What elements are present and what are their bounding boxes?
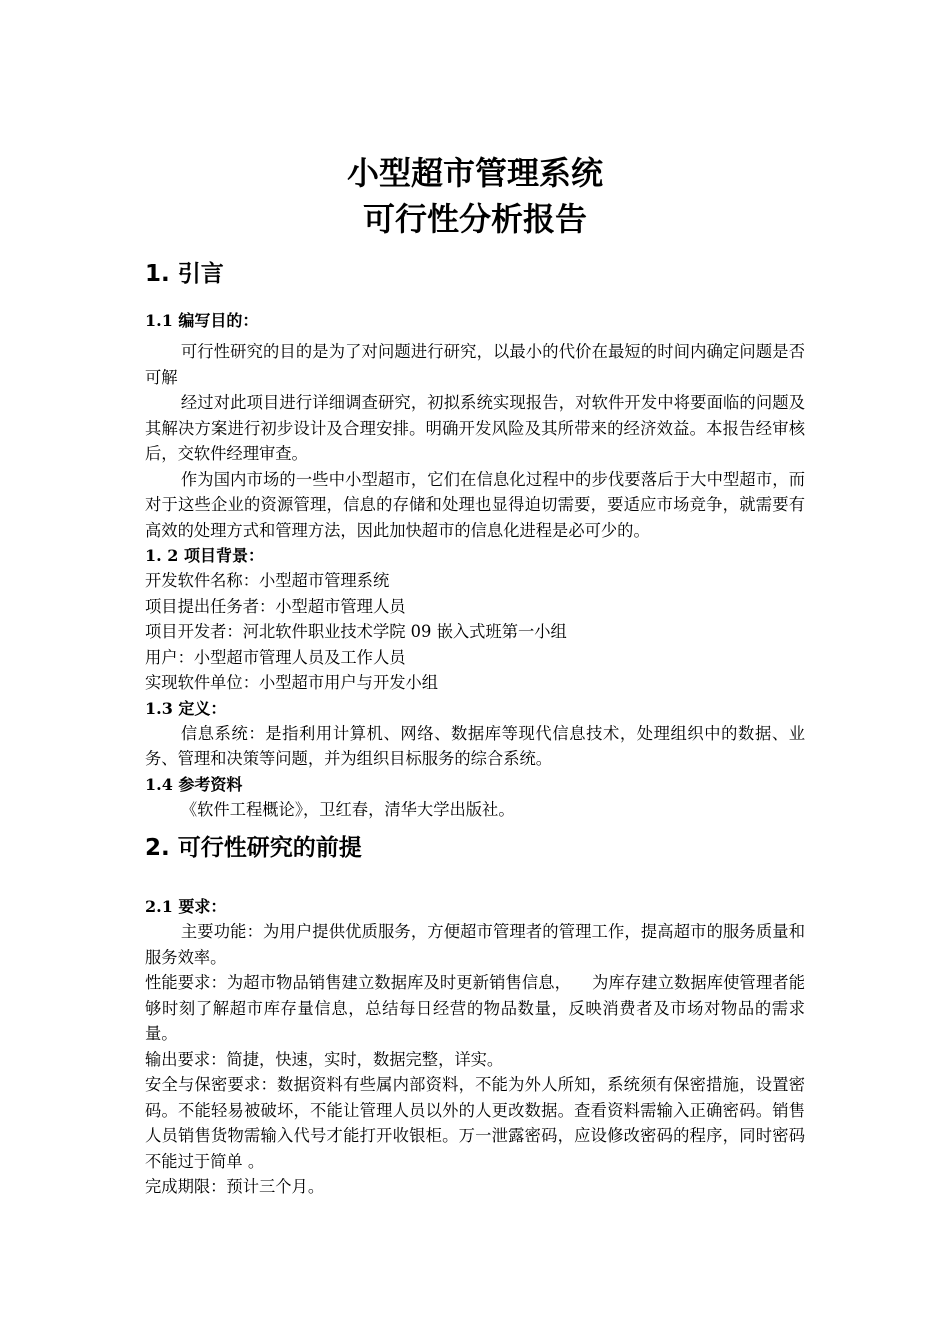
document-title-line1: 小型超市管理系统 (346, 154, 603, 192)
paragraph-purpose-3: 作为国内市场的一些中小型超市，它们在信息化过程中的步伐要落后于大中型超市，而对于这些企业的资源管理，信息的存储和处理也显得迫切需要，要适应市场竞争，就需要有高效的处理方式和管理方法，因此加快超市的信息化进程是必可少的。 (145, 469, 805, 540)
paragraph-security-requirements: 安全与保密要求：数据资料有些属内部资料，不能为外人所知，系统须有保密措施，设置密码。不能轻易被破坏，不能让管理人员以外的人更改数据。查看资料需输入正确密码。销售人员销售货物需输入代号才能打开收银柜。万一泄露密码，应设修改密码的程序，同时密码不能过于简单 。 (145, 1075, 805, 1171)
paragraph-definition: 信息系统：是指利用计算机、网络、数据库等现代信息技术，处理组织中的数据、业务、管理和决策等问题，并为组织目标服务的综合系统。 (145, 723, 805, 768)
paragraph-main-functions: 主要功能：为用户提供优质服务，方便超市管理者的管理工作，提高超市的服务质量和服务效率。 (145, 922, 805, 967)
background-line-software-name: 开发软件名称：小型超市管理系统 (145, 571, 390, 590)
paragraph-references: 《软件工程概论》，卫红春，清华大学出版社。 (180, 799, 515, 819)
background-line-users: 用户：小型超市管理人员及工作人员 (145, 647, 406, 667)
document-title-line2: 可行性分析报告 (362, 200, 587, 238)
paragraph-purpose-2: 经过对此项目进行详细调查研究，初拟系统实现报告，对软件开发中将要面临的问题及其解决方案进行初步设计及合理安排。明确开发风险及其所带来的经济效益。本报告经审核后，交软件经理审查。 (145, 393, 805, 463)
background-line-task-proposer: 项目提出任务者：小型超市管理人员 (145, 596, 406, 616)
document-page (145, 150, 805, 1200)
paragraph-deadline: 完成期限：预计三个月。 (145, 1177, 325, 1196)
paragraph-purpose-1: 可行性研究的目的是为了对问题进行研究，以最小的代价在最短的时间内确定问题是否可解 (145, 342, 805, 387)
section-heading-introduction: 1. 引言 (145, 261, 224, 287)
subsection-heading-requirements: 2.1 要求： (145, 897, 227, 916)
background-line-implementer: 实现软件单位：小型超市用户与开发小组 (145, 673, 439, 692)
subsection-heading-definition: 1.3 定义： (145, 698, 227, 718)
subsection-heading-purpose: 1.1 编写目的： (145, 311, 259, 330)
subsection-heading-references: 1.4 参考资料 (145, 774, 243, 794)
paragraph-output-requirements: 输出要求：简捷，快速，实时，数据完整，详实。 (145, 1049, 504, 1069)
subsection-heading-background: 1. 2 项目背景： (145, 546, 264, 565)
section-heading-prerequisites: 2. 可行性研究的前提 (145, 835, 362, 861)
paragraph-performance-requirements: 性能要求：为超市物品销售建立数据库及时更新销售信息， 为库存建立数据库使管理者能够时刻了解超市库存量信息，总结每日经营的物品数量，反映消费者及市场对物品的需求量。 (145, 973, 805, 1043)
background-line-developer: 项目开发者：河北软件职业技术学院 09 嵌入式班第一小组 (145, 622, 567, 641)
